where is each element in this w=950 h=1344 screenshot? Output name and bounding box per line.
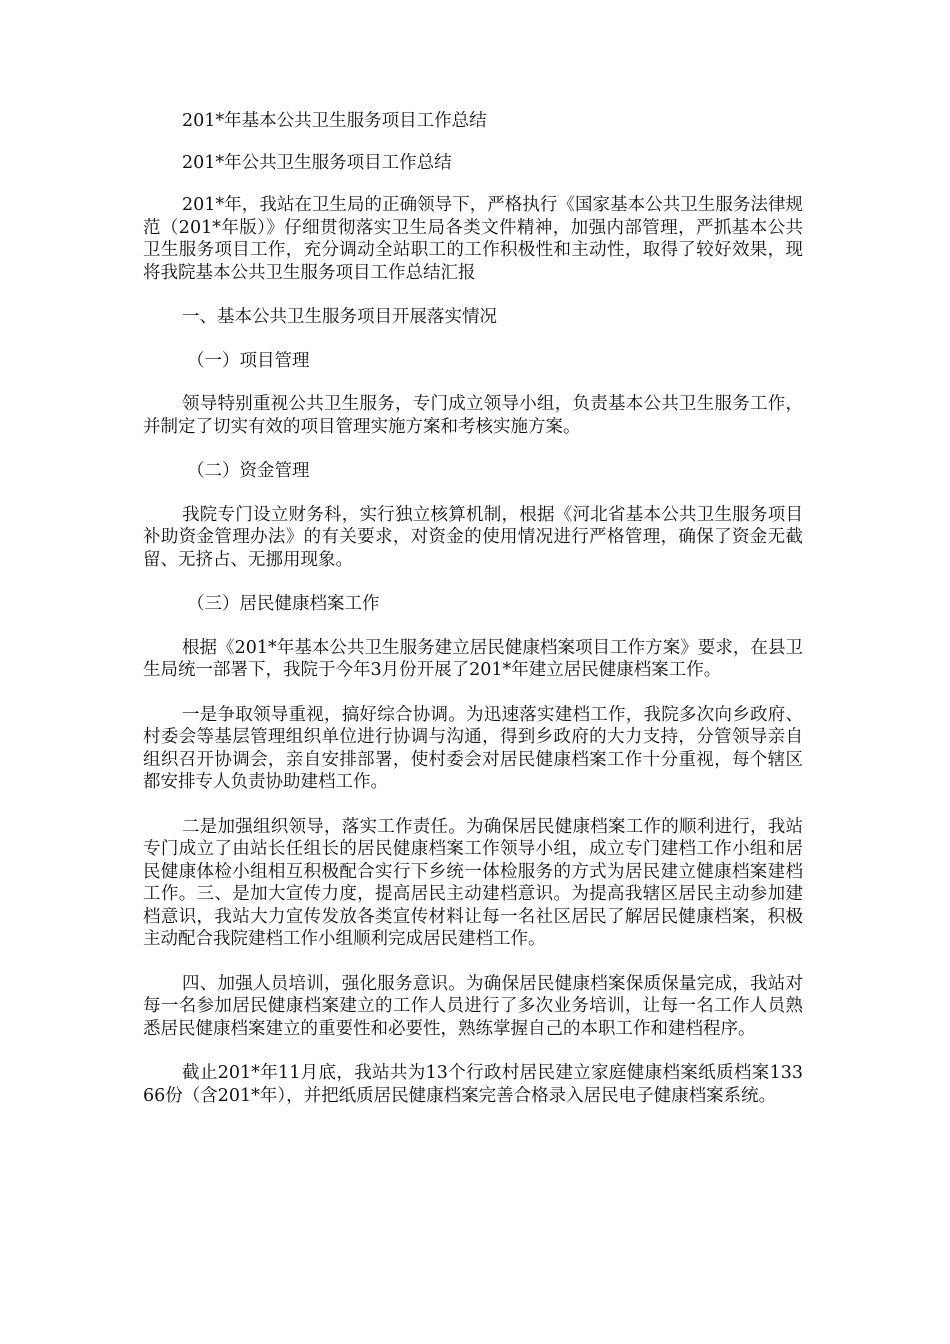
document-title: 201*年基本公共卫生服务项目工作总结 [182,111,487,131]
intro-paragraph: 201*年，我站在卫生局的正确领导下，严格执行《国家基本公共卫生服务法律规范（201*年版）》仔细贯彻落实卫生局各类文件精神，加强内部管理，严抓基本公共卫生服务项目工作，充分调动全站职工的工作积极性和主动性，取得了较好效果，现将我院基本公共卫生服务项目工作总结汇报 [143,195,803,283]
document-subtitle: 201*年公共卫生服务项目工作总结 [182,152,452,173]
health-records-paragraph: 根据《201*年基本公共卫生服务建立居民健康档案项目工作方案》要求，在县卫生局统一部署下，我院于今年3月份开展了201*年建立居民健康档案工作。 [143,637,803,680]
point-2-paragraph: 二是加强组织领导，落实工作责任。为确保居民健康档案工作的顺利进行，我站专门成立了由站长任组长的居民健康档案工作领导小组，成立专门建档工作小组和居民健康体检小组相互积极配合实行下乡统一体检服务的方式为居民建立健康档案建档工作。三、是加大宣传力度，提高居民主动建档意识。为提高我辖区居民主动参加建档意识，我站大力宣传发放各类宣传材料让每一名社区居民了解居民健康档案，积极主动配合我院建档工作小组顺利完成居民建档工作。 [143,816,803,949]
subsection-heading-project-management: （一）项目管理 [187,350,310,371]
project-management-paragraph: 领导特别重视公共卫生服务，专门成立领导小组，负责基本公共卫生服务工作，并制定了切实有效的项目管理实施方案和考核实施方案。 [143,394,803,437]
point-1-paragraph: 一是争取领导重视，搞好综合协调。为迅速落实建档工作，我院多次向乡政府、村委会等基层管理组织单位进行协调与沟通，得到乡政府的大力支持，分管领导亲自组织召开协调会，亲自安排部署，使村委会对居民健康档案工作十分重视，每个辖区都安排专人负责协助建档工作。 [143,704,803,792]
subsection-heading-fund-management: （二）资金管理 [187,461,310,481]
subsection-heading-health-records: （三）居民健康档案工作 [187,594,380,614]
point-4-paragraph: 四、加强人员培训，强化服务意识。为确保居民健康档案保质保量完成，我站对每一名参加居民健康档案建立的工作人员进行了多次业务培训，让每一名工作人员熟悉居民健康档案建立的重要性和必要性，熟练掌握自己的本职工作和建档程序。 [143,973,803,1039]
summary-paragraph: 截止201*年11月底，我站共为13个行政村居民建立家庭健康档案纸质档案13366份（含201*年），并把纸质居民健康档案完善合格录入居民电子健康档案系统。 [143,1063,803,1106]
fund-management-paragraph: 我院专门设立财务科，实行独立核算机制，根据《河北省基本公共卫生服务项目补助资金管理办法》的有关要求，对资金的使用情况进行严格管理，确保了资金无截留、无挤占、无挪用现象。 [143,504,803,570]
document-page [143,110,803,1129]
section-heading-1: 一、基本公共卫生服务项目开展落实情况 [182,307,497,327]
